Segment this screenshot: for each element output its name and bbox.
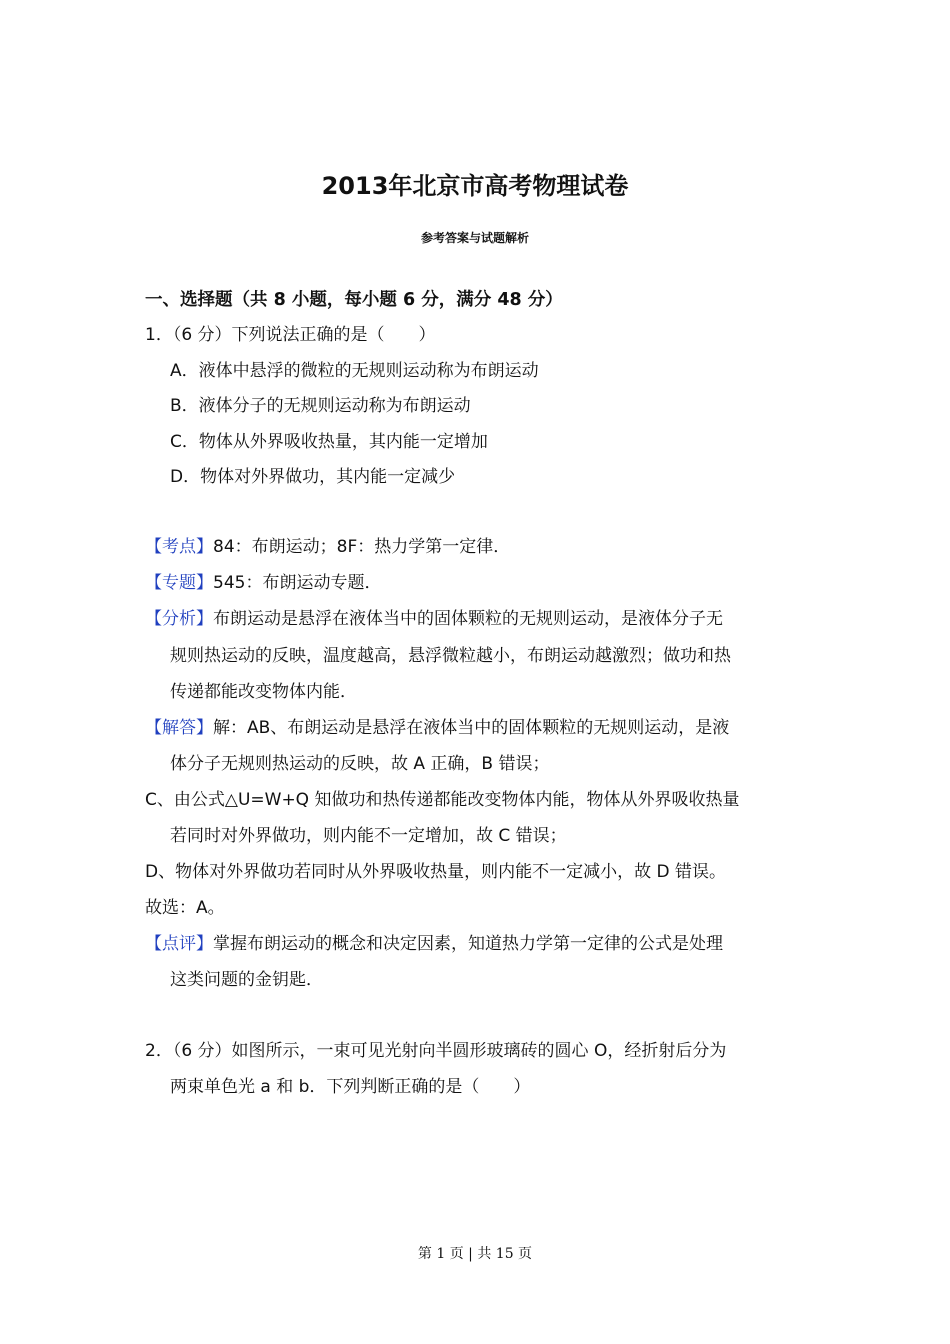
question-1-option-b: B．液体分子的无规则运动称为布朗运动 <box>170 396 471 416</box>
jieda-line-3: C、由公式△U=W+Q 知做功和热传递都能改变物体内能，物体从外界吸收热量 <box>145 790 740 810</box>
document-subtitle: 参考答案与试题解析 <box>420 231 529 245</box>
jieda-line-6: 故选：A。 <box>145 898 225 918</box>
fenxi-line-2: 规则热运动的反映，温度越高，悬浮微粒越小，布朗运动越激烈；做功和热 <box>170 646 731 666</box>
fenxi-line-3: 传递都能改变物体内能． <box>170 682 357 702</box>
section-heading: 一、选择题（共 8 小题，每小题 6 分，满分 48 分） <box>145 290 563 310</box>
kaodian-text: 84：布朗运动；8F：热力学第一定律． <box>213 537 511 557</box>
fenxi-tag: 【分析】 <box>145 609 213 629</box>
zhuanti-tag: 【专题】 <box>145 573 213 593</box>
question-1-option-d: D．物体对外界做功，其内能一定减少 <box>170 467 456 487</box>
dianping-line-2: 这类问题的金钥匙． <box>170 970 323 990</box>
dianping-row <box>145 932 723 956</box>
question-2-stem-line-1: 2．（6 分）如图所示，一束可见光射向半圆形玻璃砖的圆心 O，经折射后分为 <box>145 1041 727 1061</box>
question-1-option-a: A．液体中悬浮的微粒的无规则运动称为布朗运动 <box>170 361 539 381</box>
zhuanti-text: 545：布朗运动专题． <box>213 573 382 593</box>
jieda-line-5: D、物体对外界做功若同时从外界吸收热量，则内能不一定减小，故 D 错误。 <box>145 862 726 882</box>
zhuanti-row <box>145 571 381 595</box>
jieda-line-1: 解：AB、布朗运动是悬浮在液体当中的固体颗粒的无规则运动，是液 <box>213 718 730 738</box>
question-1-option-c: C．物体从外界吸收热量，其内能一定增加 <box>170 432 488 452</box>
kaodian-tag: 【考点】 <box>145 537 213 557</box>
jieda-line-2: 体分子无规则热运动的反映，故 A 正确，B 错误； <box>170 754 550 774</box>
question-1-stem: 1．（6 分）下列说法正确的是（ ） <box>145 325 436 345</box>
dianping-tag: 【点评】 <box>145 934 213 954</box>
jieda-row <box>145 716 729 740</box>
page-footer: 第 1 页 | 共 15 页 <box>417 1246 533 1262</box>
jieda-line-4: 若同时对外界做功，则内能不一定增加，故 C 错误； <box>170 826 567 846</box>
dianping-line-1: 掌握布朗运动的概念和决定因素，知道热力学第一定律的公式是处理 <box>213 934 723 954</box>
document-title: 2013年北京市高考物理试卷 <box>321 172 629 200</box>
jieda-tag: 【解答】 <box>145 718 213 738</box>
fenxi-line-1: 布朗运动是悬浮在液体当中的固体颗粒的无规则运动，是液体分子无 <box>213 609 723 629</box>
kaodian-row <box>145 535 510 559</box>
question-2-stem-line-2: 两束单色光 a 和 b．下列判断正确的是（ ） <box>170 1077 531 1097</box>
fenxi-row <box>145 607 723 631</box>
